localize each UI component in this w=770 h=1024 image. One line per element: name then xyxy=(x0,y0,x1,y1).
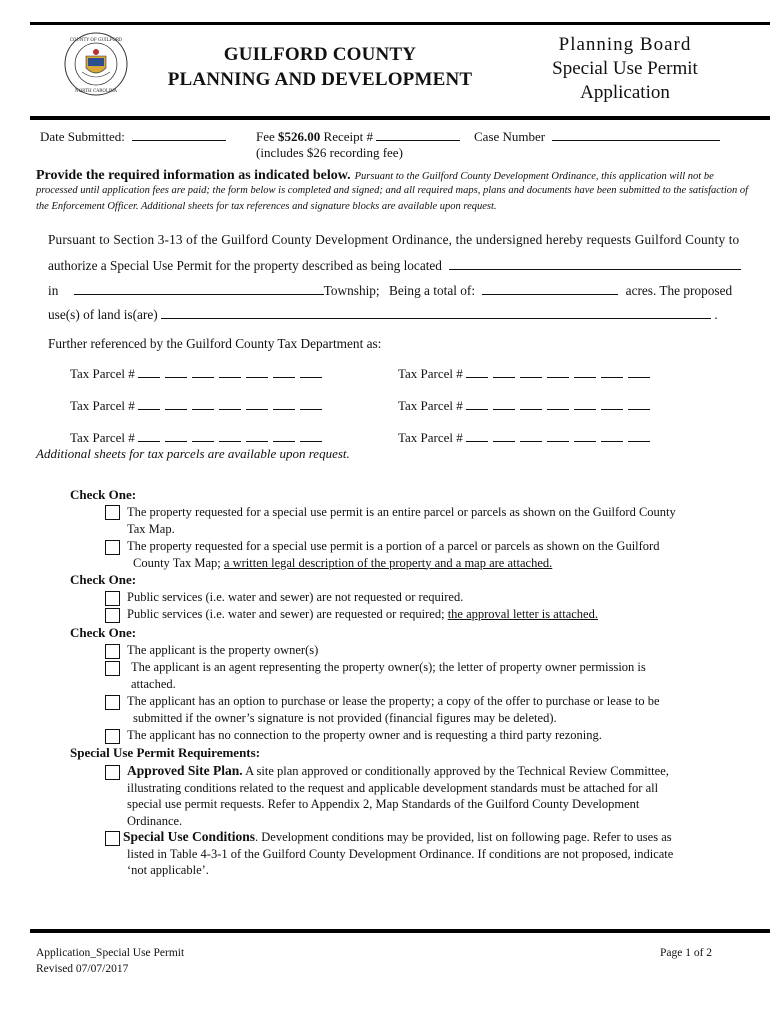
tax-reference-intro: Further referenced by the Guilford County Tax Department as: xyxy=(48,336,382,351)
receipt-label: Receipt # xyxy=(323,129,373,144)
applicant-option-line2: submitted if the owner’s signature is not provided (financial figures may be deleted). xyxy=(133,710,557,725)
special-conditions-text xyxy=(123,829,683,879)
request-line2 xyxy=(48,257,741,274)
tax-parcel-row xyxy=(70,366,327,382)
special-conditions-line2: listed in Table 4-3-1 of the Guilford County Development Ordinance. If conditions are not proposed, indicate xyxy=(127,846,674,861)
acres-label: acres. The proposed xyxy=(625,283,733,298)
tax-parcel-label: Tax Parcel # xyxy=(70,430,135,445)
check-one-heading-3: Check One: xyxy=(70,625,137,640)
applicant-agent-line1: The applicant is an agent representing the property owner(s); the letter of property owner permission is xyxy=(131,660,646,674)
tax-parcel-blanks[interactable] xyxy=(138,430,327,445)
tax-parcel-blanks[interactable] xyxy=(138,366,327,381)
applicant-option-text xyxy=(127,693,683,726)
special-conditions-line1: . Development conditions may be provided, list on following page. Refer to uses as xyxy=(255,830,672,844)
additional-sheets-note: Additional sheets for tax parcels are available upon request. xyxy=(36,446,350,461)
doc-title-line3: Application xyxy=(580,82,670,103)
applicant-agent-text xyxy=(131,659,683,692)
tax-parcel-blanks[interactable] xyxy=(466,366,655,381)
instructions-line2: processed until application fees are paid; the form below is completed and signed; and all required maps, plans and documents have been submitted to the satisfaction of xyxy=(36,185,749,196)
check-one-heading-1: Check One: xyxy=(70,487,137,502)
tax-parcel-blanks[interactable] xyxy=(466,398,655,413)
applicant-option-line1: The applicant has an option to purchase or lease the property; a copy of the offer to purchase or lease to be xyxy=(127,694,660,708)
tax-parcel-row xyxy=(398,366,655,382)
special-conditions-title: Special Use Conditions xyxy=(123,829,256,844)
request-line1: Pursuant to Section 3-13 of the Guilford County Development Ordinance, the undersigned hereby requests Guilford County to xyxy=(48,232,740,247)
tax-parcel-blanks[interactable] xyxy=(466,430,655,445)
fee-amount: $526.00 xyxy=(278,129,321,144)
proposed-use-field[interactable] xyxy=(161,306,711,319)
site-plan-checkbox[interactable] xyxy=(105,765,120,780)
tax-parcel-label: Tax Parcel # xyxy=(70,366,135,381)
request-line4 xyxy=(48,306,718,323)
portion-parcel-text xyxy=(127,538,687,571)
total-label: Being a total of: xyxy=(388,283,476,298)
applicant-agent-checkbox[interactable] xyxy=(105,661,120,676)
receipt-field[interactable] xyxy=(376,128,460,141)
date-submitted-row xyxy=(40,128,226,145)
case-number-field[interactable] xyxy=(552,128,720,141)
instructions-lead: Provide the required information as indicated below. xyxy=(36,168,351,183)
header-rule xyxy=(30,116,770,120)
fee-note: (includes $26 recording fee) xyxy=(256,145,403,160)
requirements-heading: Special Use Permit Requirements: xyxy=(70,745,261,760)
site-plan-text xyxy=(127,763,683,829)
use-end: . xyxy=(714,307,718,322)
tax-parcel-label: Tax Parcel # xyxy=(398,366,463,381)
request-line3 xyxy=(48,282,732,299)
no-public-services-checkbox[interactable] xyxy=(105,591,120,606)
tax-parcel-label: Tax Parcel # xyxy=(398,398,463,413)
tax-parcel-row xyxy=(70,430,327,446)
footer-doc-name: Application_Special Use Permit xyxy=(36,947,185,959)
entire-parcel-checkbox[interactable] xyxy=(105,505,120,520)
in-label: in xyxy=(48,283,59,298)
request-location-label: authorize a Special Use Permit for the property described as being located xyxy=(48,258,442,273)
county-seal xyxy=(64,32,128,96)
date-submitted-label: Date Submitted: xyxy=(40,129,125,144)
applicant-option-checkbox[interactable] xyxy=(105,695,120,710)
org-title-line1: GUILFORD COUNTY xyxy=(223,44,417,65)
site-plan-line1: A site plan approved or conditionally approved by the Technical Review Committee, xyxy=(245,764,669,778)
legal-description-note: a written legal description of the property and a map are attached. xyxy=(223,555,553,570)
check-one-heading-2: Check One: xyxy=(70,572,137,587)
special-conditions-checkbox[interactable] xyxy=(105,831,120,846)
tax-parcel-label: Tax Parcel # xyxy=(70,398,135,413)
public-services-text xyxy=(127,606,598,623)
portion-parcel-checkbox[interactable] xyxy=(105,540,120,555)
fee-row xyxy=(256,128,460,145)
acres-field[interactable] xyxy=(482,282,618,295)
third-party-checkbox[interactable] xyxy=(105,729,120,744)
org-title-line2: PLANNING AND DEVELOPMENT xyxy=(167,69,473,90)
special-conditions-line3: ‘not applicable’. xyxy=(127,863,209,877)
portion-parcel-line1: The property requested for a special use permit is a portion of a parcel or parcels as shown on the Guilford xyxy=(127,539,660,553)
public-services-label: Public services (i.e. water and sewer) are requested or required; xyxy=(127,607,445,621)
seal-text-top: COUNTY OF GUILFORD xyxy=(69,37,123,42)
footer-revised: Revised 07/07/2017 xyxy=(36,963,129,975)
top-rule xyxy=(30,22,770,25)
applicant-agent-line2: attached. xyxy=(131,676,176,691)
footer-rule xyxy=(30,929,770,933)
no-public-services-text: Public services (i.e. water and sewer) are not requested or required. xyxy=(127,590,464,604)
third-party-text: The applicant has no connection to the property owner and is requesting a third party rezoning. xyxy=(127,728,602,742)
instructions-text-1: Pursuant to the Guilford County Development Ordinance, this application will not be xyxy=(354,171,714,182)
entire-parcel-text xyxy=(127,504,687,537)
tax-parcel-blanks[interactable] xyxy=(138,398,327,413)
tax-parcel-row xyxy=(398,398,655,414)
site-plan-line4: Ordinance. xyxy=(127,813,183,828)
tax-parcel-row xyxy=(70,398,327,414)
portion-parcel-line2: County Tax Map; xyxy=(133,555,221,570)
entire-parcel-line2: Tax Map. xyxy=(127,521,175,536)
case-number-label: Case Number xyxy=(474,129,546,144)
instructions-line3: the Enforcement Officer. Additional sheets for tax references and signature blocks are available upon request. xyxy=(36,201,497,212)
seal-text-bottom: NORTH CAROLINA xyxy=(75,88,117,93)
approval-letter-note: the approval letter is attached. xyxy=(447,607,598,621)
applicant-owner-checkbox[interactable] xyxy=(105,644,120,659)
entire-parcel-line1: The property requested for a special use permit is an entire parcel or parcels as shown on the Guilford County xyxy=(127,505,676,519)
location-field[interactable] xyxy=(449,257,741,270)
footer-page-number: Page 1 of 2 xyxy=(660,947,713,959)
site-plan-title: Approved Site Plan. xyxy=(127,763,243,778)
doc-title-line2: Special Use Permit xyxy=(552,58,698,79)
public-services-checkbox[interactable] xyxy=(105,608,120,623)
use-label: use(s) of land is(are) xyxy=(48,307,158,322)
tax-parcel-label: Tax Parcel # xyxy=(398,430,463,445)
fee-label: Fee xyxy=(256,129,275,144)
township-field[interactable] xyxy=(74,282,324,295)
instructions-line1 xyxy=(36,166,736,184)
date-submitted-field[interactable] xyxy=(132,128,226,141)
case-number-row xyxy=(474,128,720,145)
township-label: Township; xyxy=(323,283,380,298)
site-plan-line3: special use permit requests. Refer to Appendix 2, Map Standards of the Guilford County Development xyxy=(127,797,640,811)
site-plan-line2: illustrating conditions related to the request and applicable development standards must be attached for all xyxy=(127,780,659,795)
doc-title-line1: Planning Board xyxy=(558,34,692,55)
tax-parcel-row xyxy=(398,430,655,446)
applicant-owner-text: The applicant is the property owner(s) xyxy=(127,643,319,657)
